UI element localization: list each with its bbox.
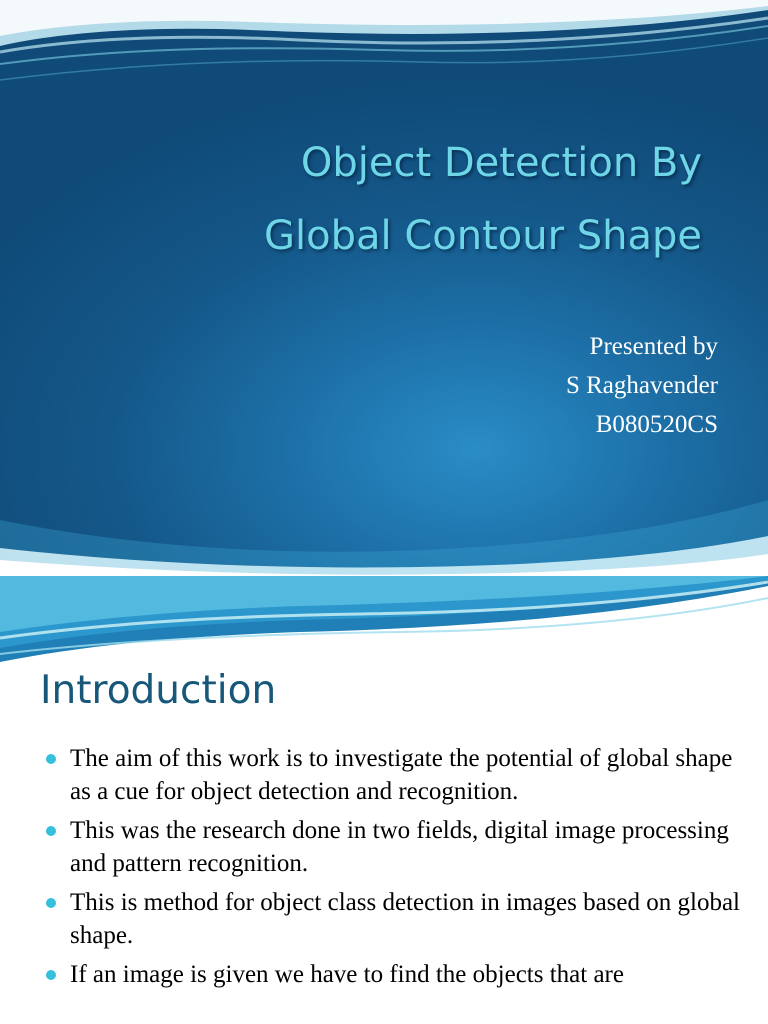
bullet-icon bbox=[46, 970, 56, 980]
bullet-item bbox=[42, 886, 742, 952]
bullet-item bbox=[42, 958, 742, 991]
bullet-list bbox=[42, 742, 742, 997]
bullet-item bbox=[42, 814, 742, 880]
bullet-icon bbox=[46, 826, 56, 836]
presenter-name: S Raghavender bbox=[565, 372, 718, 399]
bullet-icon bbox=[46, 898, 56, 908]
slide-title-line-1: Object Detection By bbox=[300, 140, 702, 186]
bullet-icon bbox=[46, 754, 56, 764]
bullet-item bbox=[42, 742, 742, 808]
presenter-label: Presented by bbox=[589, 333, 718, 360]
introduction-slide bbox=[0, 576, 768, 1024]
bullet-text: This is method for object class detection in images based on global shape. bbox=[70, 889, 740, 949]
presenter-id: B080520CS bbox=[595, 411, 718, 438]
wave-decoration-header bbox=[0, 576, 768, 666]
bullet-text: The aim of this work is to investigate the potential of global shape as a cue for object detection and recognition. bbox=[70, 745, 733, 805]
slide-title-line-2: Global Contour Shape bbox=[264, 213, 702, 259]
slide-heading: Introduction bbox=[40, 668, 277, 713]
bullet-text: If an image is given we have to find the objects that are bbox=[70, 961, 624, 988]
bullet-text: This was the research done in two fields, digital image processing and pattern recognition. bbox=[70, 817, 729, 877]
